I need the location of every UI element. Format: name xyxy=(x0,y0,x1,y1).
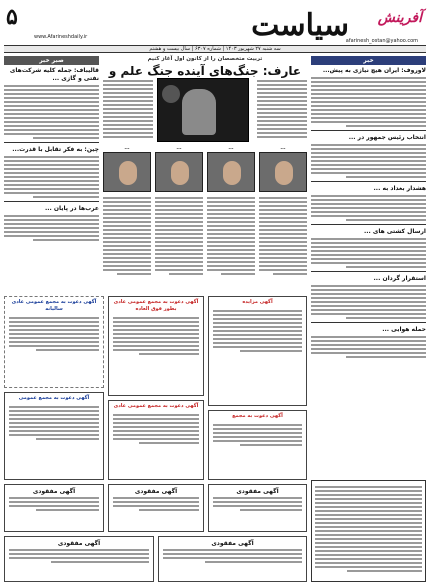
news-item-body xyxy=(311,195,426,221)
portrait-caption: ... xyxy=(124,146,130,151)
news-item-title: لاوروف: ایران هیچ نیازی به پیش... xyxy=(322,67,426,74)
portrait-card xyxy=(103,146,151,192)
ad-box xyxy=(208,296,307,406)
ads-section xyxy=(4,296,307,582)
lead-photo xyxy=(157,78,249,142)
ad-box xyxy=(4,484,104,532)
news-item-title: انتخاب رئیس جمهور در ... xyxy=(348,134,426,141)
portrait-card xyxy=(155,146,203,192)
portrait-caption: ... xyxy=(280,146,286,151)
ad-title: آگهی مفقودی xyxy=(57,540,101,547)
portrait-caption: ... xyxy=(228,146,234,151)
story-headline: عارف: جنگ‌های آینده جنگ علم و xyxy=(108,64,302,78)
ad-box xyxy=(108,400,204,480)
portrait-card xyxy=(207,146,255,192)
ad-box xyxy=(208,410,307,480)
news-item-title: چین: به فکر تقابل با قدرت... xyxy=(12,146,99,153)
news-item-title: استقرار گردان ... xyxy=(373,275,426,282)
story-column xyxy=(207,195,255,277)
portrait-photo xyxy=(207,152,255,192)
email-address: afarinesh_ostan@yahoo.com xyxy=(345,38,418,44)
ad-title: آگهی دعوت به مجمع عمومی عادی بطور فوق العاده xyxy=(113,299,199,312)
ad-title: آگهی مفقودی xyxy=(134,488,178,495)
portrait-row xyxy=(103,146,307,192)
ad-title: آگهی دعوت به مجمع xyxy=(232,413,283,419)
news-item-body xyxy=(311,336,426,358)
ad-title: آگهی مفقودی xyxy=(32,488,76,495)
ad-box xyxy=(4,536,154,582)
ad-title: آگهی مفقودی xyxy=(236,488,279,495)
ad-box xyxy=(108,296,204,396)
news-item-body xyxy=(311,77,426,127)
news-item-body xyxy=(4,85,99,139)
portrait-caption: ... xyxy=(176,146,182,151)
lead-story xyxy=(103,56,307,291)
portrait-card xyxy=(259,146,307,192)
section-header: صبر خبر xyxy=(4,56,99,65)
portrait-photo xyxy=(155,152,203,192)
ad-box xyxy=(208,484,307,532)
news-item-title: حمله هوایی ... xyxy=(382,326,426,333)
left-news-column xyxy=(4,56,99,291)
news-item-title: عرب‌ها در پایان ... xyxy=(44,205,99,212)
story-kicker: تربیت متخصصان را از کانون اول آغاز کنیم xyxy=(147,56,263,62)
news-item-body xyxy=(311,144,426,178)
secondary-stories xyxy=(103,146,307,291)
brand-logo: آفرینش xyxy=(377,10,422,26)
news-item-title: قالیباف: جمله کلیه شرکت‌های نفتی و گازی ... xyxy=(9,67,99,82)
news-item-body xyxy=(4,215,99,241)
portrait-photo xyxy=(259,152,307,192)
news-item-body xyxy=(4,156,99,198)
ad-title: آگهی دعوت به مجمع عمومی عادی xyxy=(113,403,199,409)
story-column xyxy=(259,195,307,277)
portrait-photo xyxy=(103,152,151,192)
news-item-title: ارسال کشتی های ... xyxy=(363,228,426,235)
ad-title: آگهی مفقودی xyxy=(211,540,254,547)
news-item-body xyxy=(311,238,426,268)
website-url: www.Afarineshdaily.ir xyxy=(34,34,88,40)
ad-title: آگهی مزایده xyxy=(242,299,273,305)
story-body-right xyxy=(257,78,307,142)
story-body-left xyxy=(103,78,153,142)
story-column xyxy=(103,195,151,277)
news-item-title: هشدار بغداد به ... xyxy=(373,185,426,192)
page-number: ۵ xyxy=(6,4,18,30)
publisher-info-box xyxy=(311,480,426,582)
section-header: خبر xyxy=(311,56,426,65)
ad-box xyxy=(108,484,204,532)
news-item-body xyxy=(311,285,426,319)
right-news-column xyxy=(311,56,426,476)
ad-box xyxy=(4,392,104,480)
ad-box xyxy=(4,296,104,388)
newspaper-title: سیاست xyxy=(251,8,349,43)
masthead xyxy=(4,4,426,54)
ad-box xyxy=(158,536,307,582)
ad-title: آگهی دعوت به مجمع عمومی عادی سالیانه xyxy=(11,299,97,312)
story-column xyxy=(155,195,203,277)
dateline: سه شنبه ۲۷ شهریور ۱۴۰۳ | شماره ۶۳۰۷ | سال بیست و هشتم xyxy=(4,45,426,53)
ad-title: آگهی دعوت به مجمع عمومی xyxy=(18,395,90,401)
